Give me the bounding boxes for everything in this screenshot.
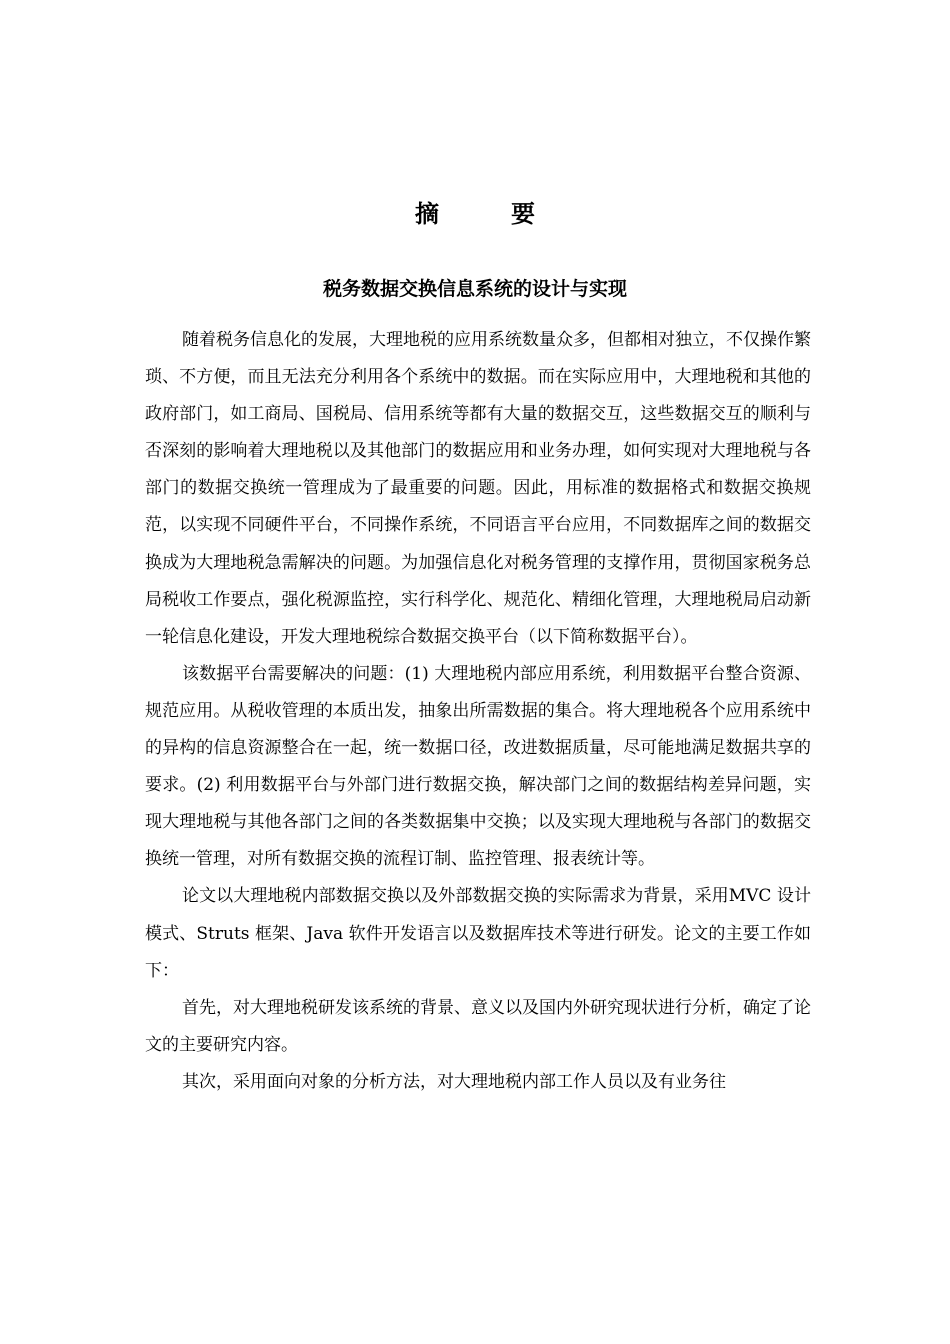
abstract-paragraph-3: 论文以大理地税内部数据交换以及外部数据交换的实际需求为背景，采用MVC 设计模式、Struts 框架、Java 软件开发语言以及数据库技术等进行研发。论文的主要工作如下： xyxy=(145,886,811,981)
abstract-paragraph-2: 该数据平台需要解决的问题：(1) 大理地税内部应用系统，利用数据平台整合资源、规范应用。从税收管理的本质出发，抽象出所需数据的集合。将大理地税各个应用系统中的异构的信息资源整合在一起，统一数据口径，改进数据质量，尽可能地满足数据共享的要求。(2) 利用数据平台与外部门进行数据交换，解决部门之间的数据结构差异问题，实现大理地税与其他各部门之间的各类数据集中交换；以及实现大理地税与各部门的数据交换统一管理，对所有数据交换的流程订制、监控管理、报表统计等。 xyxy=(145,663,811,870)
abstract-paragraph-4: 首先，对大理地税研发该系统的背景、意义以及国内外研究现状进行分析，确定了论文的主要研究内容。 xyxy=(145,997,811,1055)
abstract-heading: 摘 要 xyxy=(415,199,559,228)
abstract-body xyxy=(145,322,811,1101)
abstract-paragraph-5: 其次，采用面向对象的分析方法，对大理地税内部工作人员以及有业务往 xyxy=(182,1071,726,1092)
thesis-title: 税务数据交换信息系统的设计与实现 xyxy=(322,278,627,300)
abstract-paragraph-1: 随着税务信息化的发展，大理地税的应用系统数量众多，但都相对独立，不仅操作繁琐、不方便，而且无法充分利用各个系统中的数据。而在实际应用中，大理地税和其他的政府部门，如工商局、国税局、信用系统等都有大量的数据交互，这些数据交互的顺利与否深刻的影响着大理地税以及其他部门的数据应用和业务办理，如何实现对大理地税与各部门的数据交换统一管理成为了最重要的问题。因此，用标准的数据格式和数据交换规范，以实现不同硬件平台，不同操作系统，不同语言平台应用，不同数据库之间的数据交换成为大理地税急需解决的问题。为加强信息化对税务管理的支撑作用，贯彻国家税务总局税收工作要点，强化税源监控，实行科学化、规范化、精细化管理，大理地税局启动新一轮信息化建设，开发大理地税综合数据交换平台（以下简称数据平台）。 xyxy=(145,330,811,647)
